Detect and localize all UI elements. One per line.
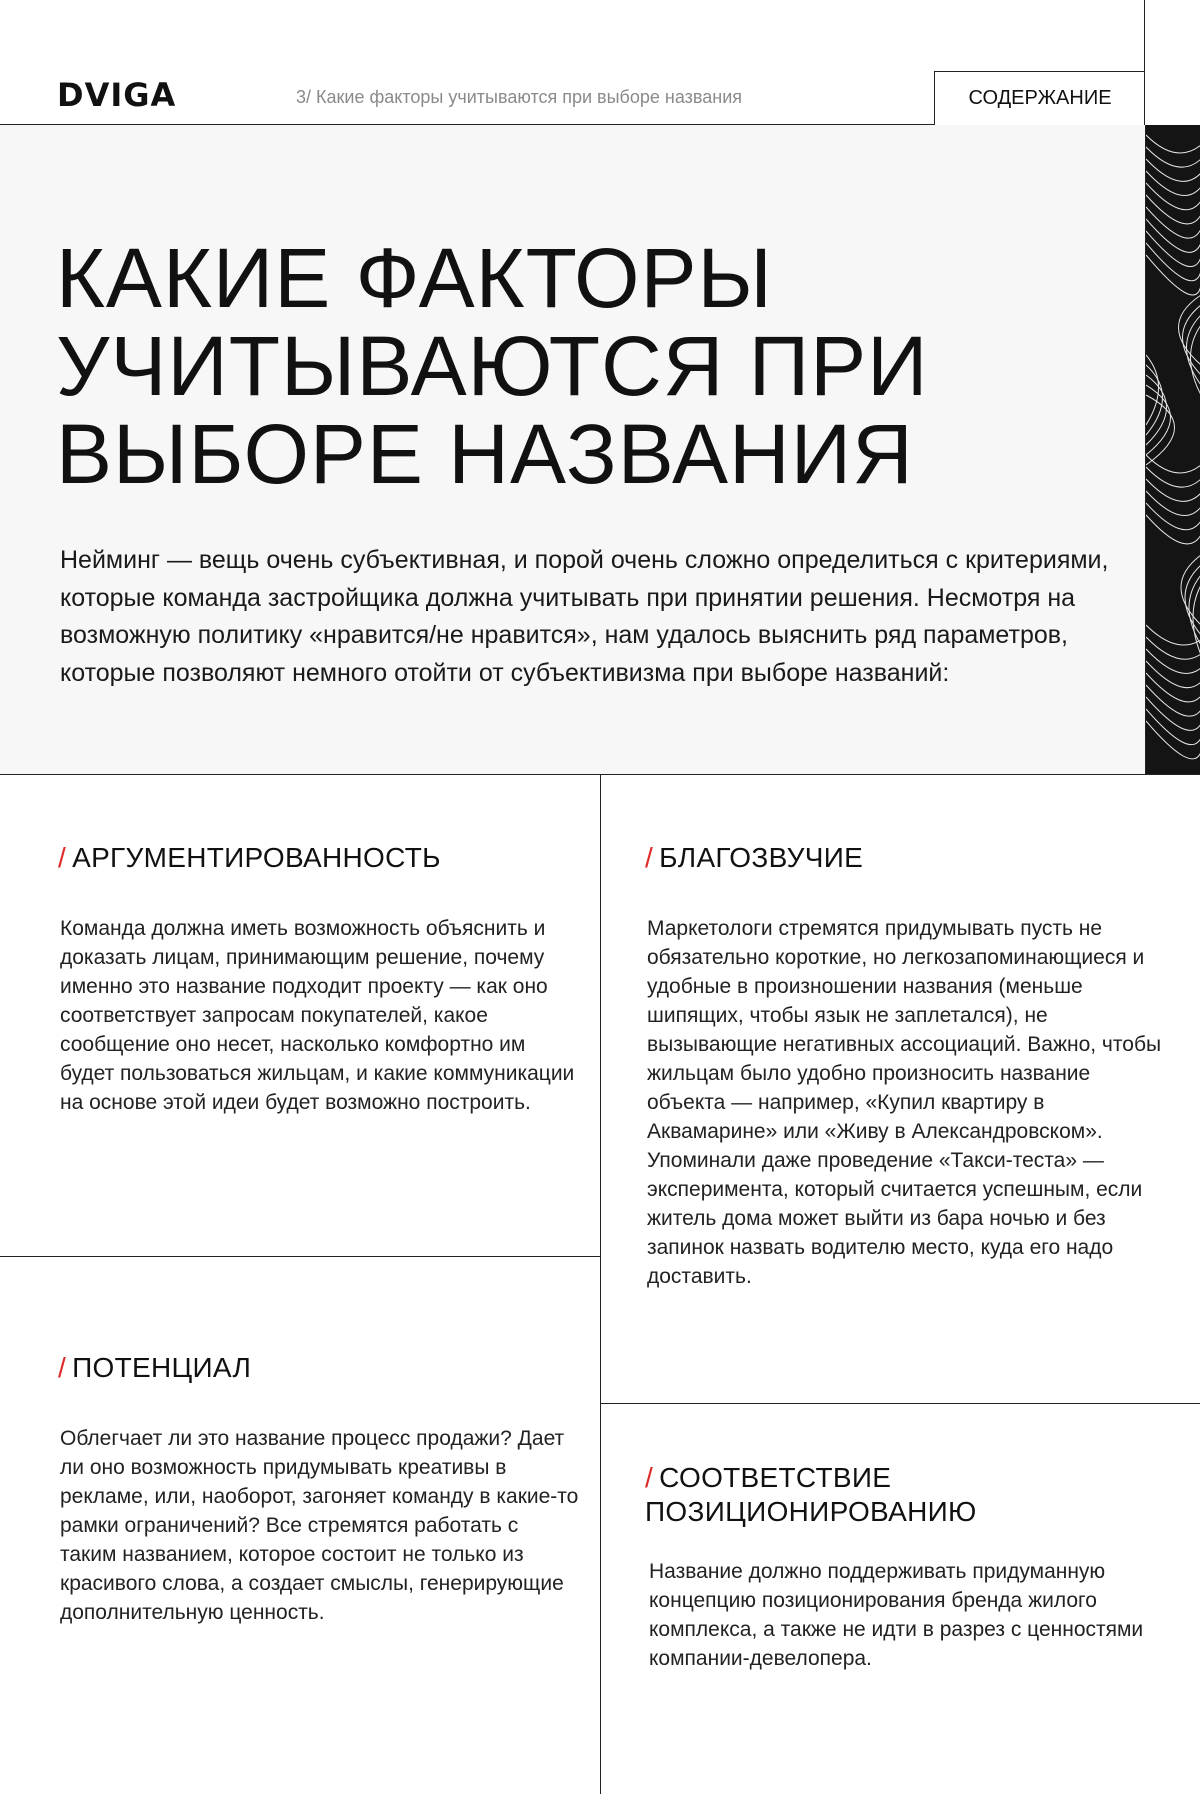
intro-paragraph: Нейминг — вещь очень субъективная, и порой очень сложно определиться с критериями, которые команда застройщика должна учитывать при принятии решения. Несмотря на возможную политику «нравится/не нравится», нам удалось выяснить ряд параметров, которые позволяют немного отойти от субъективизма при выборе названий:: [60, 546, 1109, 687]
section-slash: /: [58, 842, 67, 873]
page-title-line: УЧИТЫВАЮТСЯ ПРИ: [56, 319, 929, 413]
table-of-contents-button[interactable]: СОДЕРЖАНИЕ: [934, 71, 1145, 126]
section-slash: /: [645, 1462, 654, 1493]
breadcrumb: 3/ Какие факторы учитываются при выборе названия: [296, 87, 743, 107]
right-row-divider: [600, 1403, 1200, 1404]
section-title-text: ПОТЕНЦИАЛ: [72, 1352, 252, 1383]
section-body-argumentation: Команда должна иметь возможность объяснить и доказать лицам, принимающим решение, почему именно это название подходит проекту — как оно соответствует запросам покупателей, какое сообщение оно несет, насколько комфортно им будет пользоваться жильцам, и какие коммуникации на основе этой идеи будет возможно построить.: [60, 917, 575, 1114]
page-title-line: КАКИЕ ФАКТОРЫ: [56, 231, 773, 325]
wave-pattern-graphic: [1146, 125, 1200, 775]
brand-logo[interactable]: DVIGA: [57, 76, 177, 114]
section-title-text: БЛАГОЗВУЧИЕ: [659, 842, 864, 873]
left-row-divider: [0, 1256, 601, 1257]
column-divider: [600, 775, 601, 1794]
section-body-potential: Облегчает ли это название процесс продажи? Дает ли оно возможность придумывать креативы в рекламе, или, наоборот, загоняет команду в какие-то рамки ограничений? Все стремятся работать с таким названием, которое состоит не только из красивого слова, а создает смыслы, генерирующие дополнительную ценность.: [60, 1427, 579, 1624]
page-title: [56, 231, 1116, 501]
section-slash: /: [58, 1352, 67, 1383]
section-title-potential: [58, 1351, 578, 1385]
section-body-positioning: Название должно поддерживать придуманную концепцию позиционирования бренда жилого комплекса, а также не идти в разрез с ценностями компании-девелопера.: [649, 1560, 1144, 1670]
decorative-wave-pattern: [1145, 125, 1200, 775]
section-title-positioning: [645, 1461, 1165, 1529]
section-title-euphony: [645, 841, 1165, 875]
page-title-line: ВЫБОРЕ НАЗВАНИЯ: [56, 407, 914, 501]
site-header: [0, 0, 1145, 125]
header-divider: [1144, 0, 1145, 125]
section-title-text: СООТВЕТСТВИЕ ПОЗИЦИОНИРОВАНИЮ: [645, 1462, 977, 1527]
section-slash: /: [645, 842, 654, 873]
section-title-text: АРГУМЕНТИРОВАННОСТЬ: [72, 842, 441, 873]
section-body-euphony: Маркетологи стремятся придумывать пусть не обязательно короткие, но легкозапоминающиеся и удобные в произношении названия (меньше шипящих, чтобы язык не заплетался), не вызывающие негативных ассоциаций. Важно, чтобы жильцам было удобно произносить название объекта — например, «Купил квартиру в Аквамарине» или «Живу в Александровском». Упоминали даже проведение «Такси-теста» — эксперимента, который считается успешным, если житель дома может выйти из бара ночью и без запинок назвать водителю место, куда его надо доставить.: [647, 917, 1162, 1288]
section-title-argumentation: [58, 841, 578, 875]
